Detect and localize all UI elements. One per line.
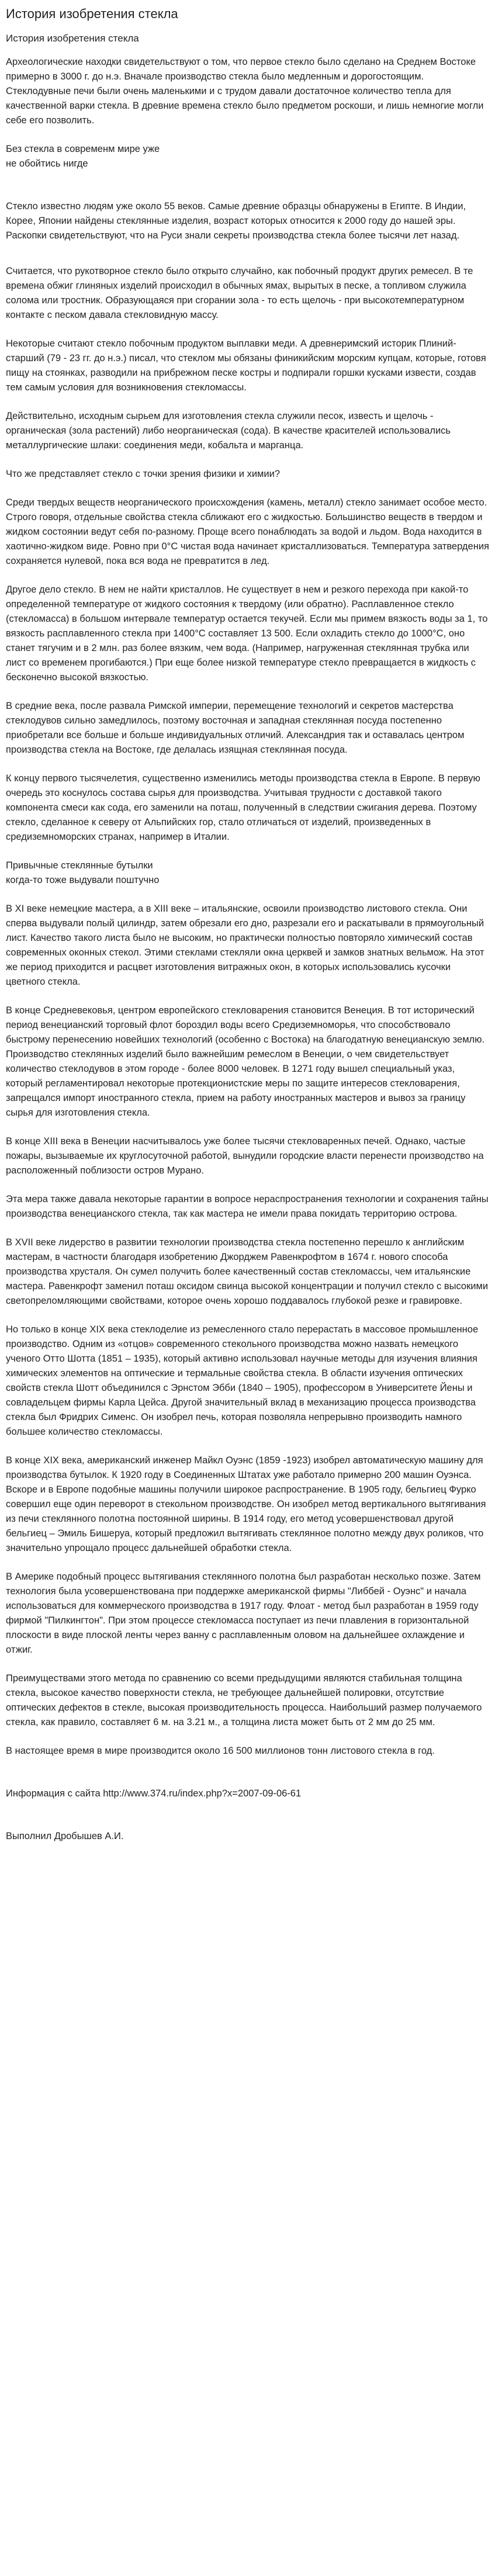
article-subtitle: История изобретения стекла [6, 32, 139, 44]
paragraph-sheet-glass: В XI веке немецкие мастера, а в XIII веке – итальянские, освоили производство листового стекла. Они сперва выдували полый цилиндр, затем обрезали его дно, разрезали его и раскатывали в прямоугольный лист. Качество такого листа было не высоким, но практически полностью повторяло химический состав современных оконных стекол. Этими стеклами стекляли окна церквей и замков знатных вельмож. На этот же период приходится и расцвет изготовления витражных окон, в которых использовались кусочки цветного стекла. [6, 903, 484, 987]
paragraph-industrial: Но только в конце XIX века стеклоделие из ремесленного стало перерастать в массовое промышленное производство. Одним из «отцов» современного стекольного производства можно назвать немецкого ученого Отто Шотта (1851 – 1935), который активно использовал научные методы для изучения влияния химических элементов на оптические и термальные свойства стекла. В области изучения оптических свойств стекла Шотт объединился с Эрнстом Эбби (1840 – 1905), профессором в Университете Йены и совладельцем фирмы Карла Цейса. Другой значительный вклад в механизацию процесса производства стекла был Фридрих Сименс. Он изобрел печь, которая позволяла непрерывно производить намного большее количество стекломассы. [6, 1324, 479, 1437]
paragraph-venice: В конце Средневековья, центром европейского стекловарения становится Венеция. В тот исторический период венецианский торговый флот бороздил воды всего Средиземноморья, что способствовало быстрому перенесению новейших технологий (особенно с Востока) на благодатную венецианскую землю. Производство стеклянных изделий было важнейшим ремеслом в Венеции, о чем свидетельствует количество стеклодувов в этом городе - более 8000 человек. В 1271 году вышел специальный указ, который регламентировал некоторые протекционистские меры по защите интересов стекловарения, запрещался импорт иностранного стекла, прием на работу иностранных мастеров и вывоз за границу сырья для изготовления стекла. [6, 1005, 485, 1118]
paragraph-middle-ages: В средние века, после развала Римской империи, перемещение технологий и секретов мастерства стеклодувов сильно замедлилось, поэтому восточная и западная стеклянная посуда постепенно приобретали все больше и больше индивидуальных отличий. Александрия так и оставалась центром производства стекла на Востоке, где делалась изящная стеклянная посуда. [6, 700, 465, 755]
paragraph-archaeology: Археологические находки свидетельствуют о том, что первое стекло было сделано на Среднем Востоке примерно в 3000 г. до н.э. Вначале производство стекла было медленным и дорогостоящим. Стеклодувные печи были очень маленькими и с трудом давали достаточное количество тепла для качественной варки стекла. В древние времена стекло было предметом роскоши, и лишь немногие могли себе его позволить. [6, 56, 484, 126]
paragraph-production-volume: В настоящее время в мире производится около 16 500 миллионов тонн листового стекла в год. [6, 1745, 435, 1756]
paragraph-glass-history: Стекло известно людям уже около 55 веков. Самые древние образцы обнаружены в Египте. В Индии, Корее, Японии найдены стеклянные изделия, возраст которых относится к 2000 году до нашей эры. Раскопки свидетельствуют, что на Руси знали секреты производства стекла более тысячи лет назад. [6, 200, 466, 241]
paragraph-solid-substances: Среди твердых веществ неорганического происхождения (камень, металл) стекло занимает особое место. Строго говоря, отдельные свойства стекла сближают его с жидкостью. Большинство веществ в твердом и жидком состоянии ведут себя по-разному. Проще всего понаблюдать за водой и льдом. Вода находится в хаотично-жидком виде. Ровно при 0°С чистая вода начинает кристаллизоваться. Температура затвердения сохраняется нулевой, пока вся вода не превратится в лед. [6, 497, 489, 566]
photo-caption-bottles: Привычные стеклянные бутылки когда-то тоже выдували поштучно [6, 860, 160, 885]
page-title: История изобретения стекла [6, 6, 178, 21]
photo-caption-modern-world: Без стекла в современм мире уже не обойтись нигде [6, 143, 160, 169]
paragraph-physics-question: Что же представляет стекло с точки зрения физики и химии? [6, 468, 280, 479]
paragraph-pliny: Некоторые считают стекло побочным продуктом выплавки меди. А древнеримский историк Плиний-старший (79 - 23 гг. до н.э.) писал, что стеклом мы обязаны финикийским морским купцам, которые, готовя пищу на стоянках, разводили на прибрежном песке костры и подпирали горшки кусками извести, создав тем самым условия для возникновения стекломассы. [6, 338, 486, 393]
paragraph-first-millennium: К концу первого тысячелетия, существенно изменились методы производства стекла в Европе. В первую очередь это коснулось состава сырья для производства. Учитывая трудности с доставкой такого компонента смеси как сода, его заменили на поташ, полученный в следствии сжигания дерева. Поэтому стекло, сделанное к северу от Альпийских гор, стало отличаться от изделий, произведенных в средиземноморских странах, например в Италии. [6, 773, 480, 842]
paragraph-float-method: В Америке подобный процесс вытягивания стеклянного полотна был разработан несколько позже. Затем технология была усовершенствована при поддержке американской фирмы "Либбей - Оуэнс" и начала использоваться для коммерческого производства в 1917 году. Флоат - метод был разработан в 1959 году фирмой "Пилкингтон". При этом процессе стекломасса поступает из печи плавления в горизонтальной плоскости в виде плоской ленты через ванну с расплавленным оловом на дальнейшее охлаждение и отжиг. [6, 1571, 481, 1655]
paragraph-murano: В конце XIII века в Венеции насчитывалось уже более тысячи стекловаренных печей. Однако, частые пожары, вызываемые их круглосуточной работой, вынудили городские власти перенести производство на расположенный поблизости остров Мурано. [6, 1135, 484, 1176]
paragraph-accidental-discovery: Считается, что рукотворное стекло было открыто случайно, как побочный продукт других ремесел. В те времена обжиг глиняных изделий происходил в обычных ямах, вырытых в песке, а топливом служила солома или тростник. Образующаяся при сгорании зола - то есть щелочь - при высокотемпературном контакте с песком давала стекловидную массу. [6, 265, 473, 320]
author-note: Выполнил Дробышев А.И. [6, 1830, 124, 1841]
paragraph-raw-materials: Действительно, исходным сырьем для изготовления стекла служили песок, известь и щелочь - органическая (зола растений) либо неорганическая (сода). В качестве красителей использовались металлургические шлаки: соединения меди, кобальта и марганца. [6, 410, 451, 451]
paragraph-viscosity: Другое дело стекло. В нем не найти кристаллов. Не существует в нем и резкого перехода при какой-то определенной температуре от жидкого состояния к твердому (или обратно). Расплавленное стекло (стекломасса) в большом интервале температур остается текучей. Если мы примем вязкость воды за 1, то вязкость расплавленного стекла при 1400°С составляет 13 500. Если охладить стекло до 1000°С, оно станет тягучим и в 2 млн. раз более вязким, чем вода. (Например, нагруженная стеклянная трубка или лист со временем прогибаются.) При еще более низкой температуре стекло превращается в жидкость с бесконечно высокой вязкостью. [6, 584, 488, 683]
paragraph-secrecy: Эта мера также давала некоторые гарантии в вопросе нераспространения технологии и сохранения тайны производства венецианского стекла, так как мастера не имели права покидать территорию острова. [6, 1193, 489, 1219]
paragraph-ravenscroft: В XVII веке лидерство в развитии технологии производства стекла постепенно перешло к английским мастерам, в частности благодаря изобретению Джорджем Равенкрофтом в 1674 г. нового способа производства хрусталя. Он сумел получить более качественный состав стекломассы, чем итальянские мастера. Равенкрофт заменил поташ оксидом свинца высокой концентрации и получил стекло с высокими светопреломляющими свойствами, которое очень хорошо поддавалось глубокой резке и гравировке. [6, 1237, 489, 1306]
source-note: Информация с сайта http://www.374.ru/index.php?x=2007-09-06-61 [6, 1788, 302, 1799]
paragraph-advantages: Преимуществами этого метода по сравнению со всеми предыдущими являются стабильная толщина стекла, высокое качество поверхности стекла, не требующее дальнейшей полировки, отсутствие оптических дефектов в стекле, высокая производительность процесса. Наибольший размер получаемого стекла, как правило, составляет 6 м. на 3.21 м., а толщина листа может быть от 2 мм до 25 мм. [6, 1673, 482, 1727]
paragraph-owens: В конце XIX века, американский инженер Майкл Оуэнс (1859 -1923) изобрел автоматическую машину для производства бутылок. К 1920 году в Соединенных Штатах уже работало примерно 200 машин Оуэнса. Вскоре и в Европе подобные машины получили широкое распространение. В 1905 году, бельгиец Фурко совершил еще один переворот в стекольном производстве. Он изобрел метод вертикального вытягивания из печи стеклянного полотна постоянной ширины. В 1914 году, его метод усовершенствовал другой бельгиец – Эмиль Бишеруа, который предложил вытягивать стеклянное полотно между двух роликов, что значительно упрощало процесс дальнейшей обработки стекла. [6, 1455, 486, 1553]
